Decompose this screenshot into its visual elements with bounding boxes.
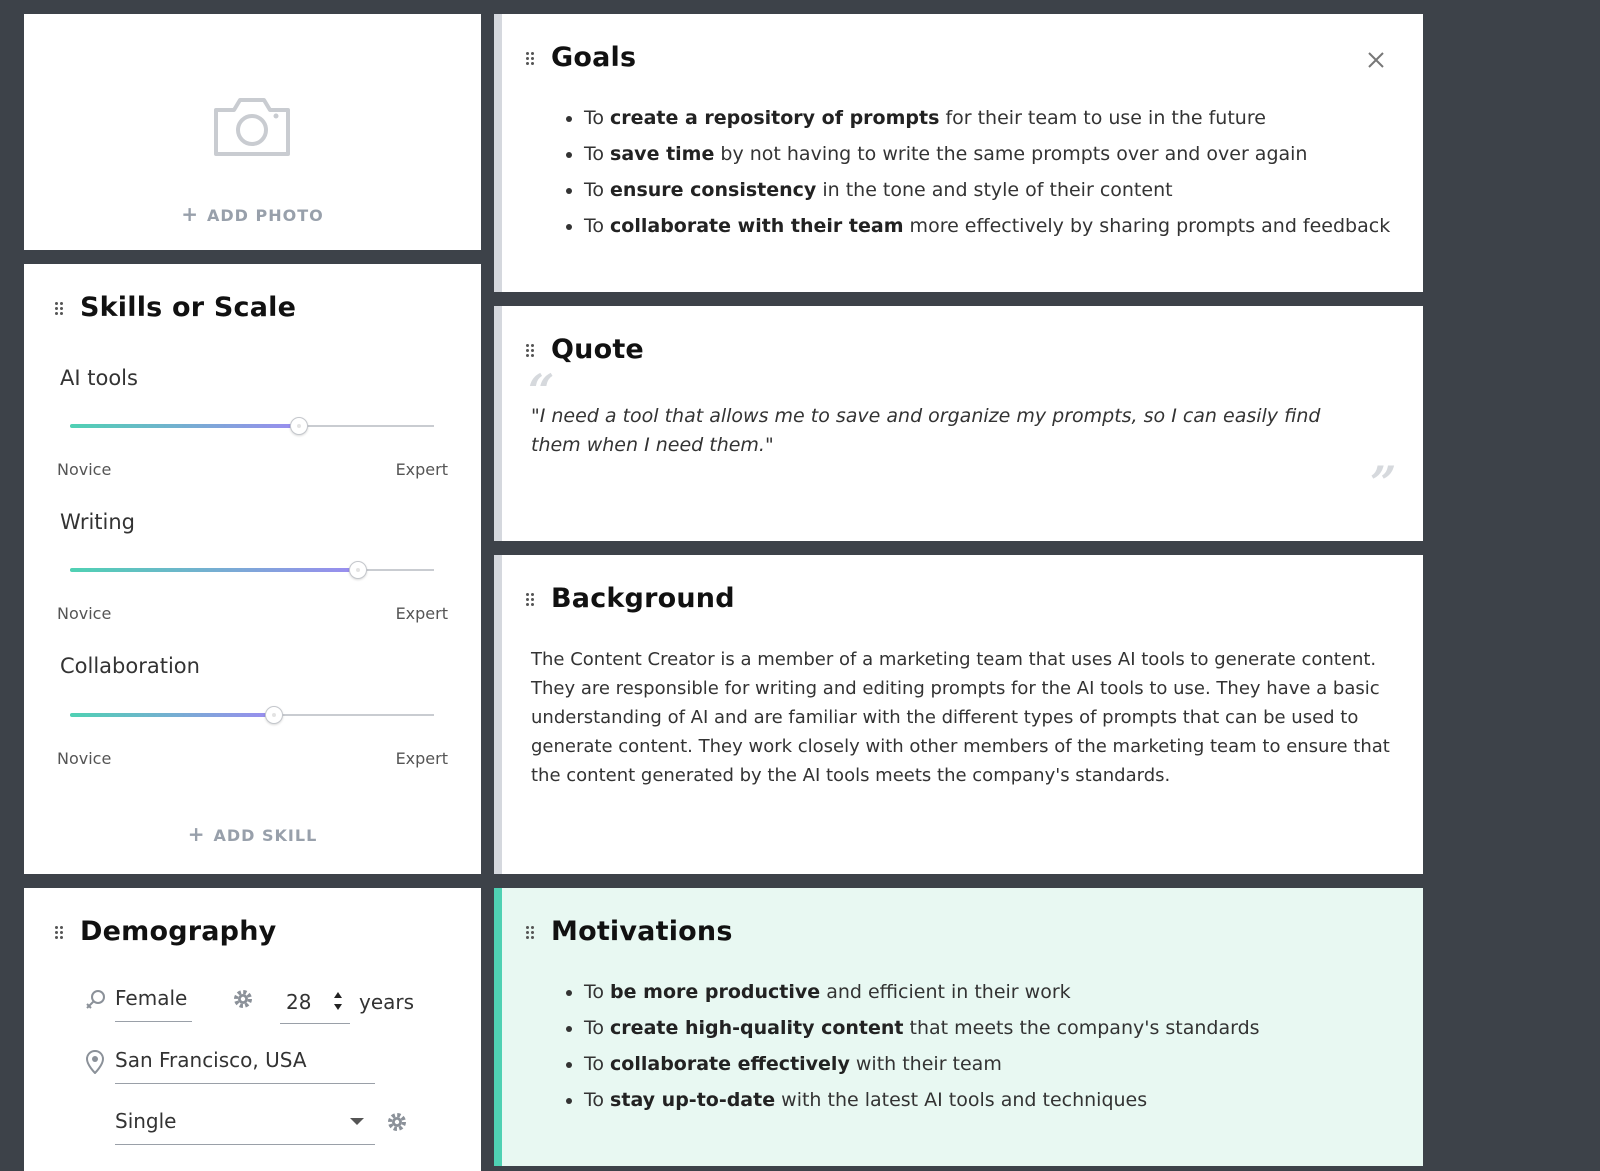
age-unit-label: years: [359, 990, 415, 1014]
list-item: To collaborate effectively with their team: [564, 1046, 1260, 1082]
slider-fill: [70, 568, 358, 572]
goals-title: Goals: [551, 42, 637, 73]
age-input[interactable]: 28: [286, 990, 312, 1014]
novice-label: Novice: [57, 604, 112, 623]
drag-handle-icon[interactable]: [526, 52, 536, 68]
skill-label: AI tools: [60, 366, 138, 390]
demography-title: Demography: [80, 916, 277, 947]
gear-icon[interactable]: [232, 988, 254, 1010]
age-underline: [280, 1023, 350, 1024]
slider-thumb[interactable]: [349, 561, 367, 579]
skill-label: Writing: [60, 510, 135, 534]
add-photo-button[interactable]: + ADD PHOTO: [181, 202, 324, 226]
skill-slider[interactable]: [70, 425, 434, 427]
add-skill-button[interactable]: + ADD SKILL: [187, 822, 318, 846]
close-quote-icon: ”: [1370, 456, 1397, 510]
motivations-list: [564, 974, 1260, 1118]
slider-thumb[interactable]: [290, 417, 308, 435]
gender-field[interactable]: Female: [115, 986, 188, 1010]
slider-fill: [70, 424, 299, 428]
background-text[interactable]: The Content Creator is a member of a marketing team that uses AI tools to generate content. They are responsible for writing and editing prompts for the AI tools to use. They have a basic understanding of AI and are familiar with the different types of prompts that can be used to generate content. They work closely with other members of the marketing team to ensure that the content generated by the AI tools meets the company's standards.: [531, 649, 1390, 786]
location-pin-icon: [86, 1050, 104, 1074]
gender-underline: [115, 1021, 192, 1022]
novice-label: Novice: [57, 749, 112, 768]
plus-icon: +: [181, 202, 199, 226]
status-select[interactable]: Single: [115, 1109, 177, 1133]
drag-handle-icon[interactable]: [55, 302, 65, 318]
card-accent-bar: [494, 555, 502, 874]
card-accent-bar: [494, 888, 502, 1166]
drag-handle-icon[interactable]: [526, 926, 536, 942]
goals-card: [494, 14, 1423, 292]
list-item: To save time by not having to write the same prompts over and over again: [564, 136, 1390, 172]
skills-title: Skills or Scale: [80, 292, 297, 323]
skill-slider[interactable]: [70, 714, 434, 716]
card-accent-bar: [494, 14, 502, 292]
expert-label: Expert: [395, 604, 448, 623]
status-underline: [115, 1144, 375, 1145]
goals-list: [564, 100, 1390, 244]
motivations-card: [494, 888, 1423, 1166]
gear-icon[interactable]: [386, 1111, 408, 1133]
drag-handle-icon[interactable]: [526, 344, 536, 360]
plus-icon: +: [187, 822, 206, 846]
background-title: Background: [551, 583, 735, 614]
skill-slider[interactable]: [70, 569, 434, 571]
open-quote-icon: “: [528, 364, 555, 418]
list-item: To ensure consistency in the tone and style of their content: [564, 172, 1390, 208]
list-item: To stay up-to-date with the latest AI tools and techniques: [564, 1082, 1260, 1118]
list-item: To collaborate with their team more effectively by sharing prompts and feedback: [564, 208, 1390, 244]
quote-card: [494, 306, 1423, 541]
motivations-title: Motivations: [551, 916, 733, 947]
slider-thumb[interactable]: [265, 706, 283, 724]
novice-label: Novice: [57, 460, 112, 479]
list-item: To create high-quality content that meets the company's standards: [564, 1010, 1260, 1046]
location-underline: [115, 1083, 375, 1084]
slider-fill: [70, 713, 274, 717]
close-icon[interactable]: [1368, 52, 1384, 68]
chevron-down-icon[interactable]: [350, 1116, 364, 1126]
skill-label: Collaboration: [60, 654, 200, 678]
background-card: [494, 555, 1423, 874]
skills-card: [24, 264, 481, 874]
drag-handle-icon[interactable]: [526, 593, 536, 609]
demography-card: [24, 888, 481, 1171]
quote-text[interactable]: "I need a tool that allows me to save and organize my prompts, so I can easily find them when I need them.": [531, 405, 1321, 456]
gender-icon: [84, 988, 108, 1012]
stepper-arrows-icon[interactable]: [332, 989, 344, 1013]
list-item: To be more productive and efficient in their work: [564, 974, 1260, 1010]
location-field[interactable]: San Francisco, USA: [115, 1048, 307, 1072]
expert-label: Expert: [395, 460, 448, 479]
camera-icon[interactable]: [212, 94, 292, 158]
photo-card: [24, 14, 481, 250]
quote-title: Quote: [551, 334, 644, 365]
list-item: To create a repository of prompts for their team to use in the future: [564, 100, 1390, 136]
drag-handle-icon[interactable]: [55, 926, 65, 942]
card-accent-bar: [494, 306, 502, 541]
expert-label: Expert: [395, 749, 448, 768]
